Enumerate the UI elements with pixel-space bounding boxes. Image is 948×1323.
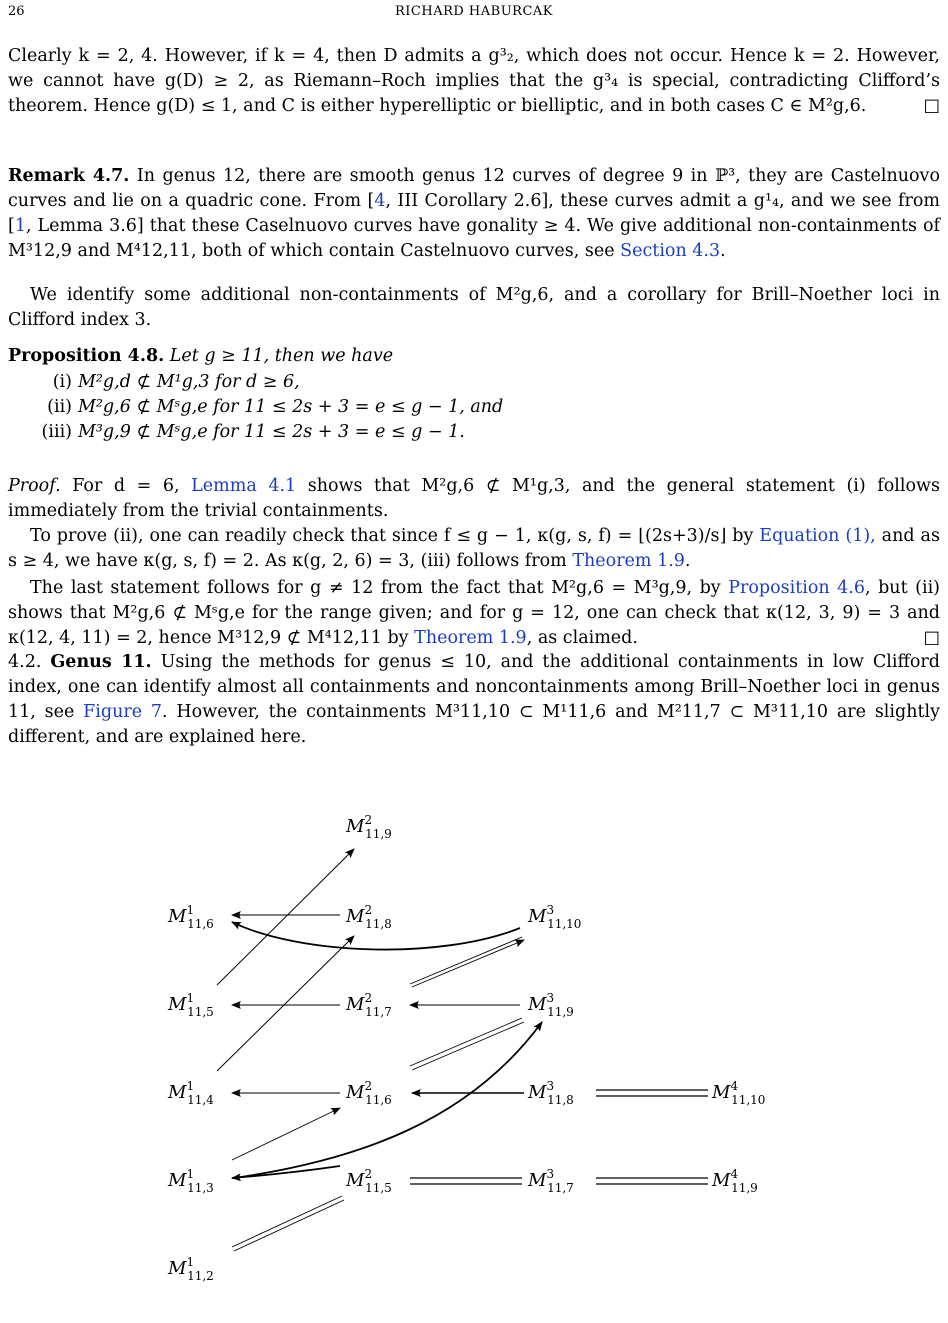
proposition-heading: Proposition 4.8. — [8, 346, 165, 366]
equation-link[interactable]: Equation (1), — [759, 526, 876, 546]
qed-symbol: □ — [923, 628, 940, 648]
proposition-link[interactable]: Proposition 4.6 — [728, 578, 866, 598]
node-m4_10: $M^4$ 11,10 — [712, 1079, 766, 1107]
arrow-m1_5-to-m2_9 — [217, 849, 354, 985]
citation-link[interactable]: 1 — [14, 216, 26, 236]
theorem-link[interactable]: Theorem 1.9 — [572, 551, 685, 571]
section-title: Genus 11. — [50, 652, 152, 672]
proof-paragraph-1: Proof. For d = 6, Lemma 4.1 shows that M²g,6 ⊄ M¹g,3, and the general statement (i) follows immediately from the trivial containments. — [8, 476, 940, 521]
proposition-4-8: Proposition 4.8. Let g ≥ 11, then we have — [8, 346, 394, 366]
proof-paragraph-2: To prove (ii), one can readily check that since f ≤ g − 1, κ(g, s, f) = ⌊(2s+3)/s⌋ by Equation (1), and as s ≥ 4, we have κ(g, s, f) = 2. As κ(g, 2, 6) = 3, (iii) follows from Theorem 1.9. — [8, 526, 940, 571]
list-item: (ii) M²g,6 ⊄ Mˢg,e for 11 ≤ 2s + 3 = e ≤ g − 1, and — [47, 397, 504, 417]
running-head: RICHARD HABURCAK — [394, 4, 553, 19]
citation-link[interactable]: 4 — [374, 191, 386, 211]
node-m3_8: $M^3$ 11,8 — [528, 1079, 574, 1107]
node-m2_7: $M^2$ 11,7 — [346, 991, 392, 1019]
node-m2_9: $M^2$ 11,9 — [346, 813, 392, 841]
arrow-m1_4-to-m2_8 — [217, 936, 354, 1071]
equality-m1_2-m2_5 — [232, 1196, 342, 1247]
proof-paragraph-3: The last statement follows for g ≠ 12 from the fact that M²g,6 = M³g,9, by Proposition 4.6, but (ii) shows that M²g,6 ⊄ Mˢg,e for the range given; and for g = 12, one can check that κ(12, 3, 9) = 3 and κ(12, 4, 11) = 2, hence M³12,9 ⊄ M⁴12,11 by Theorem 1.9, as claimed. □ — [8, 576, 940, 651]
node-m3_7: $M^3$ 11,7 — [528, 1167, 574, 1195]
equality-m2_6-m3_9 — [410, 1018, 522, 1066]
lemma-link[interactable]: Lemma 4.1 — [191, 476, 297, 496]
node-m1_5: $M^1$ 11,5 — [168, 991, 214, 1019]
section-number: 4.2. — [8, 652, 42, 672]
paragraph-identify: We identify some additional non-containments of M²g,6, and a corollary for Brill–Noether loci in Clifford index 3. — [8, 285, 940, 330]
node-m3_9: $M^3$ 11,9 — [528, 991, 574, 1019]
section-genus-11: 4.2. Genus 11. Using the methods for genus ≤ 10, and the additional containments in low Clifford index, one can identify almost all containments and noncontainments among Brill–Noether loci in genus 11, see Figure 7. However, the containments M³11,10 ⊂ M¹11,6 and M²11,7 ⊂ M³11,10 are slightly different, and are explained here. — [8, 652, 940, 747]
node-m2_5: $M^2$ 11,5 — [346, 1167, 392, 1195]
remark-heading: Remark 4.7. — [8, 166, 130, 186]
remark-4-7: Remark 4.7. In genus 12, there are smooth genus 12 curves of degree 9 in ℙ³, they are Castelnuovo curves and lie on a quadric cone. From [4, III Corollary 2.6], these curves admit a g¹₄, and we see from [1, Lemma 3.6] that these Caselnuovo curves have gonality ≥ 4. We give additional non-containments of M³12,9 and M⁴12,11, both of which contain Castelnuovo curves, see Section 4.3. — [8, 166, 940, 261]
arrow-m1_3-to-m2_6 — [232, 1108, 340, 1160]
qed-symbol: □ — [923, 96, 940, 116]
arrow-m2_7-to-m3_10 — [410, 937, 522, 984]
node-m2_6: $M^2$ 11,6 — [346, 1079, 392, 1107]
page-number: 26 — [8, 4, 25, 19]
section-link[interactable]: Section 4.3 — [620, 241, 721, 261]
theorem-link[interactable]: Theorem 1.9 — [414, 628, 527, 648]
list-item: (i) M²g,d ⊄ M¹g,3 for d ≥ 6, — [52, 372, 300, 392]
node-m2_8: $M^2$ 11,8 — [346, 903, 392, 931]
proof-heading: Proof. — [8, 476, 61, 496]
node-m1_3: $M^1$ 11,3 — [168, 1167, 214, 1195]
arrow-m2_5-to-m1_3 — [232, 1166, 340, 1178]
list-item: (iii) M³g,9 ⊄ Mˢg,e for 11 ≤ 2s + 3 = e ≤ g − 1. — [41, 422, 465, 442]
node-m3_10: $M^3$ 11,10 — [528, 903, 582, 931]
figure-link[interactable]: Figure 7 — [83, 702, 163, 722]
node-m4_9: $M^4$ 11,9 — [712, 1167, 758, 1195]
node-m1_4: $M^1$ 11,4 — [168, 1079, 214, 1107]
node-m1_6: $M^1$ 11,6 — [168, 903, 214, 931]
paragraph-clearly: Clearly k = 2, 4. However, if k = 4, then D admits a g³₂, which does not occur. Hence k = 2. However, we cannot have g(D) ≥ 2, as Riemann–Roch implies that the g³₄ is special, contradicting Clifford’s theorem. Hence g(D) ≤ 1, and C is either hyperelliptic or bielliptic, and in both cases C ∈ M²g,6. □ — [8, 44, 940, 119]
node-m1_2: $M^1$ 11,2 — [168, 1255, 214, 1283]
